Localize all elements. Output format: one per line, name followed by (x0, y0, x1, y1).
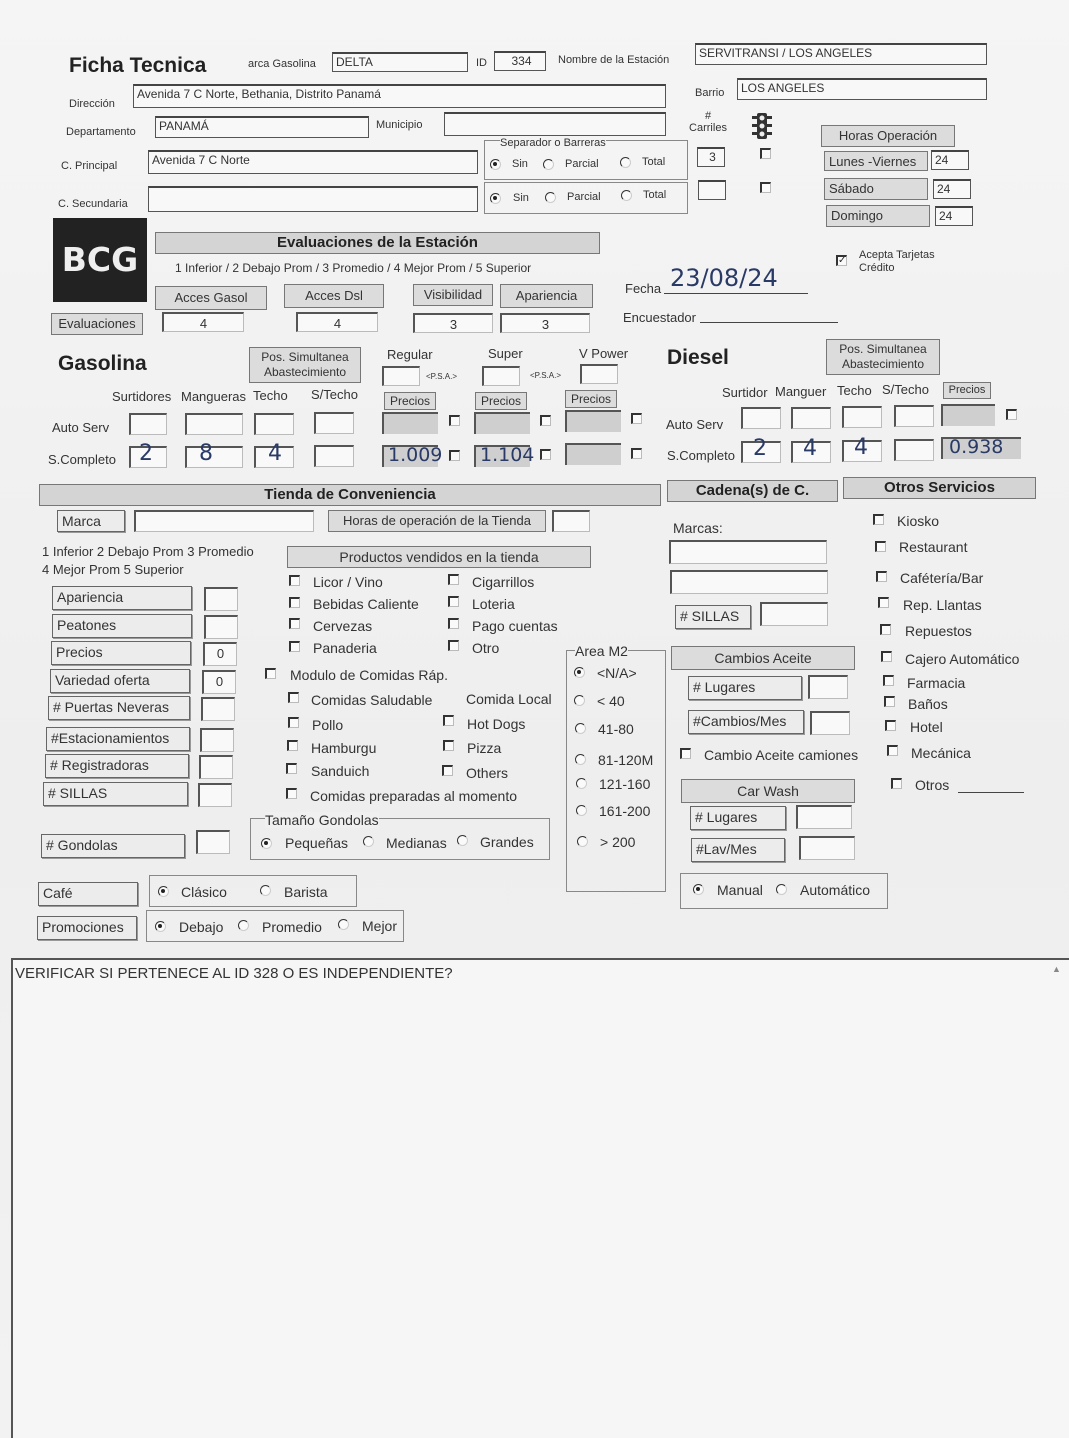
tamano-grandes-label: Grandes (480, 834, 534, 850)
fecha-value[interactable]: 23/08/24 (670, 264, 778, 292)
rating-sillas-field[interactable] (198, 783, 232, 807)
cadena-sillas-label: # SILLAS (675, 605, 751, 629)
area-label: Area M2 (575, 643, 628, 659)
cb-cervezas[interactable] (289, 618, 300, 629)
gas-completo-precio-vpower[interactable] (565, 443, 621, 465)
gas-completo-label: S.Completo (48, 452, 116, 467)
notes-text: VERIFICAR SI PERTENECE AL ID 328 O ES INDEPENDIENTE? (15, 965, 453, 982)
cambios-lugares-field[interactable] (808, 675, 848, 699)
cb-cafeteria[interactable] (876, 571, 887, 582)
fecha-underline (664, 293, 808, 294)
area-na-radio[interactable] (574, 667, 585, 678)
gas-col-mangueras: Mangueras (181, 389, 247, 404)
promo-mejor-radio[interactable] (338, 919, 349, 930)
area-121-160-radio[interactable] (576, 778, 587, 789)
rating-precios-label: Precios (51, 641, 191, 665)
cb-rep-llantas[interactable] (878, 597, 889, 608)
rating-apariencia-label: Apariencia (52, 586, 192, 610)
lav-mes-field[interactable] (799, 836, 855, 860)
psa-vpower-field[interactable] (580, 364, 618, 384)
tienda-title: Tienda de Conveniencia (39, 484, 661, 506)
gas-auto-precio-regular[interactable] (382, 412, 438, 434)
gas-completo-surtidores-value: 2 (139, 441, 153, 466)
label-kiosko: Kiosko (897, 513, 940, 529)
gas-precio-super-value: 1.104 (480, 444, 535, 466)
carwash-lugares-label: # Lugares (690, 806, 786, 830)
cafe-clasico-radio[interactable] (158, 886, 169, 897)
gondolas-label: # Gondolas (41, 834, 185, 858)
precios-super-label: Precios (475, 392, 527, 410)
fuel-regular-label: Regular (387, 347, 433, 362)
cadena-title: Cadena(s) de C. (667, 480, 838, 502)
label-repuestos: Repuestos (905, 623, 972, 639)
cambios-mes-label: #Cambios/Mes (688, 710, 804, 734)
fuel-vpower-label: V Power (579, 346, 629, 361)
dsl-completo-surtidor[interactable] (741, 436, 781, 463)
dsl-completo-stecho[interactable] (894, 439, 934, 461)
area-161-200-radio[interactable] (576, 805, 587, 816)
sep2-parcial-radio[interactable] (545, 192, 556, 203)
dsl-completo-manguer-value: 4 (803, 436, 817, 461)
dsl-auto-cb[interactable] (1006, 409, 1017, 420)
area-200-label: > 200 (600, 834, 636, 850)
gas-completo-cb-regular[interactable] (449, 450, 460, 461)
psa-label-2: <P.S.A.> (530, 371, 561, 380)
label-hotel: Hotel (910, 719, 943, 735)
cafe-barista-radio[interactable] (260, 885, 271, 896)
gas-auto-precio-vpower[interactable] (565, 410, 621, 432)
cb-others[interactable] (442, 765, 453, 776)
tienda-horas-label: Horas de operación de la Tienda (328, 510, 546, 532)
dsl-col-manguer: Manguer (775, 384, 827, 399)
cb-panaderia[interactable] (289, 641, 300, 652)
apariencia-eval-label: Apariencia (500, 284, 593, 308)
area-na-label: <N/A> (597, 665, 637, 681)
label-hot-dogs: Hot Dogs (467, 716, 526, 732)
dsl-auto-label: Auto Serv (666, 417, 724, 432)
dsl-completo-surtidor-value: 2 (753, 436, 767, 461)
gas-completo-mangueras-value: 8 (199, 441, 213, 466)
label-pizza: Pizza (467, 740, 502, 756)
precios-regular-label: Precios (384, 392, 436, 410)
direccion-label: Dirección (69, 98, 115, 110)
cb-farmacia[interactable] (883, 675, 894, 686)
evaluaciones-title: Evaluaciones de la Estación (155, 232, 600, 254)
rating-precios-field[interactable]: 0 (203, 642, 237, 666)
label-farmacia: Farmacia (907, 675, 966, 691)
area-40-radio[interactable] (574, 695, 585, 706)
cprincipal-field[interactable]: Avenida 7 C Norte (148, 150, 478, 174)
gondolas-field[interactable] (196, 830, 230, 854)
label-comida-local: Comida Local (466, 691, 552, 707)
csecundaria-field[interactable] (148, 186, 478, 212)
csecundaria-label: C. Secundaria (58, 198, 128, 210)
cb-bebidas[interactable] (289, 597, 300, 608)
bcg-logo: BCG (53, 218, 147, 302)
acces-gasol-label: Acces Gasol (155, 286, 267, 310)
gas-auto-mangueras[interactable] (185, 413, 243, 435)
cb-comidas-saludable[interactable] (288, 692, 299, 703)
carriles-checkbox-2[interactable] (760, 182, 771, 193)
area-40-label: < 40 (597, 693, 625, 709)
id-label: ID (476, 57, 487, 69)
area-81-120-radio[interactable] (575, 754, 586, 765)
rating-apariencia-field[interactable] (204, 587, 238, 611)
dsl-auto-precio[interactable] (941, 404, 995, 426)
cprincipal-label: C. Principal (61, 160, 118, 172)
encuestador-field[interactable] (700, 322, 838, 323)
psa-super-field[interactable] (482, 366, 520, 386)
separador-label: Separador o Barreras (500, 137, 606, 149)
diesel-pos-label: Pos. Simultanea Abastecimiento (826, 339, 940, 375)
tienda-marca-label: Marca (57, 510, 125, 532)
diesel-title: Diesel (667, 346, 729, 369)
scroll-up-icon[interactable]: ▲ (1052, 964, 1061, 974)
label-modulo-comidas: Modulo de Comidas Ráp. (290, 667, 448, 683)
acepta-label: Acepta Tarjetas Crédito (859, 249, 935, 274)
psa-regular-field[interactable] (382, 366, 420, 386)
sep1-parcial-radio[interactable] (543, 159, 554, 170)
lavado-auto-label: Automático (800, 882, 871, 898)
nombre-field[interactable]: SERVITRANSI / LOS ANGELES (695, 43, 987, 65)
cb-licor[interactable] (289, 575, 300, 586)
cb-pago-cuentas[interactable] (448, 618, 459, 629)
sep1-total-label: Total (642, 156, 666, 168)
barrio-field[interactable]: LOS ANGELES (737, 78, 987, 100)
psa-label-1: <P.S.A.> (426, 372, 457, 381)
fecha-label: Fecha (625, 281, 662, 296)
cb-kiosko[interactable] (873, 514, 884, 525)
promo-promedio-label: Promedio (262, 919, 322, 935)
rating-peatones-label: Peatones (52, 614, 192, 638)
label-rep-llantas: Rep. Llantas (903, 597, 982, 613)
cafe-barista-label: Barista (284, 884, 328, 900)
nombre-label: Nombre de la Estación (558, 54, 670, 66)
gas-completo-techo-value: 4 (268, 441, 282, 466)
dsl-completo-manguer[interactable] (791, 436, 831, 463)
page-title: Ficha Tecnica (69, 54, 207, 77)
dsl-auto-techo[interactable] (842, 406, 882, 428)
label-comidas-saludable: Comidas Saludable (311, 692, 433, 708)
area-41-80-label: 41-80 (598, 721, 634, 737)
cb-cajero[interactable] (881, 651, 892, 662)
dsl-col-surtidor: Surtidor (722, 385, 768, 400)
gas-col-techo: Techo (253, 388, 288, 403)
precios-vpower-label: Precios (565, 390, 617, 408)
rating-estacionamientos-label: #Estacionamientos (46, 727, 190, 751)
dsl-completo-techo-value: 4 (854, 435, 868, 460)
dsl-auto-manguer[interactable] (791, 407, 831, 429)
otros-field[interactable] (958, 792, 1024, 793)
label-mecanica: Mecánica (911, 745, 971, 761)
evaluaciones-label: Evaluaciones (51, 313, 143, 335)
label-bebidas: Bebidas Caliente (313, 596, 419, 612)
carriles-field-2[interactable] (698, 180, 726, 200)
tamano-grandes-radio[interactable] (457, 835, 468, 846)
encuestador-label: Encuestador (623, 310, 696, 325)
cb-otro[interactable] (448, 640, 459, 651)
visibilidad-label: Visibilidad (413, 284, 493, 306)
gas-completo-mangueras[interactable] (185, 441, 243, 468)
promo-label: Promociones (37, 916, 137, 940)
sep2-total-radio[interactable] (621, 190, 632, 201)
lav-mes-label: #Lav/Mes (691, 838, 785, 862)
marcas-field-2[interactable] (670, 570, 828, 594)
cambios-lugares-label: # Lugares (688, 676, 802, 700)
cb-cigarrillos[interactable] (448, 574, 459, 585)
gas-completo-cb-super[interactable] (540, 449, 551, 460)
lavado-auto-radio[interactable] (776, 884, 787, 895)
gas-auto-label: Auto Serv (52, 420, 110, 435)
area-161-200-label: 161-200 (599, 803, 651, 819)
area-121-160-label: 121-160 (599, 776, 651, 792)
dsl-auto-surtidor[interactable] (741, 407, 781, 429)
marcas-field-1[interactable] (669, 540, 827, 564)
tamano-medianas-label: Medianas (386, 835, 447, 851)
departamento-field[interactable]: PANAMÁ (155, 116, 369, 138)
cambios-aceite-header: Cambios Aceite (671, 646, 855, 670)
cb-hamburgu[interactable] (287, 740, 298, 751)
carwash-header: Car Wash (681, 779, 855, 803)
gas-auto-techo[interactable] (254, 413, 294, 435)
rating-peatones-field[interactable] (204, 615, 238, 639)
dsl-col-techo: Techo (837, 383, 872, 398)
label-cervezas: Cervezas (313, 618, 373, 634)
rating-registradoras-label: # Registradoras (45, 754, 189, 778)
rating-sillas-label: # SILLAS (43, 782, 188, 806)
label-restaurant: Restaurant (899, 539, 968, 555)
acepta-checkbox[interactable]: ✓ (838, 255, 847, 266)
direccion-field[interactable]: Avenida 7 C Norte, Bethania, Distrito Panamá (133, 84, 666, 108)
gas-auto-stecho[interactable] (314, 412, 354, 434)
otros-title: Otros Servicios (843, 477, 1036, 499)
lunes-label: Lunes -Viernes (824, 151, 928, 171)
tienda-scale-2: 4 Mejor Prom 5 Superior (42, 562, 184, 577)
municipio-field[interactable] (444, 112, 666, 136)
area-41-80-radio[interactable] (575, 723, 586, 734)
label-cigarrillos: Cigarrillos (472, 574, 535, 590)
id-field[interactable]: 334 (494, 51, 546, 71)
gas-completo-precio-super[interactable] (474, 444, 535, 467)
productos-header: Productos vendidos en la tienda (287, 546, 591, 568)
promo-debajo-radio[interactable] (155, 921, 166, 932)
carwash-lugares-field[interactable] (796, 805, 852, 829)
cb-comidas-preparadas[interactable] (286, 788, 297, 799)
rating-variedad-label: Variedad oferta (50, 669, 190, 693)
cambios-mes-field[interactable] (810, 711, 850, 735)
gas-completo-techo[interactable] (254, 441, 294, 468)
domingo-field[interactable]: 24 (935, 206, 973, 226)
gas-auto-precio-super[interactable] (474, 412, 530, 434)
gas-precio-regular-value: 1.009 (388, 444, 443, 466)
fuel-super-label: Super (488, 346, 523, 361)
label-loteria: Loteria (472, 596, 515, 612)
sep2-parcial-label: Parcial (567, 191, 601, 203)
area-frame (566, 650, 666, 892)
label-hamburgu: Hamburgu (311, 740, 377, 756)
area-200-radio[interactable] (577, 836, 588, 847)
gasolina-pos-label: Pos. Simultanea Abastecimiento (249, 347, 361, 383)
label-cafeteria: Cafétería/Bar (900, 570, 984, 586)
gas-auto-cb-vpower[interactable] (631, 413, 642, 424)
carriles-checkbox-1[interactable] (760, 148, 771, 159)
cafe-clasico-label: Clásico (181, 884, 227, 900)
cb-loteria[interactable] (448, 596, 459, 607)
sep2-sin-radio[interactable] (490, 193, 501, 204)
promo-promedio-radio[interactable] (238, 920, 249, 931)
domingo-label: Domingo (826, 205, 930, 227)
gas-completo-precio-regular[interactable] (382, 444, 443, 467)
cb-pollo[interactable] (288, 717, 299, 728)
gas-auto-cb-super[interactable] (540, 415, 551, 426)
horas-operacion-header: Horas Operación (821, 125, 955, 147)
rating-registradoras-field[interactable] (199, 755, 233, 779)
sabado-field[interactable]: 24 (933, 179, 971, 199)
sep2-sin-label: Sin (513, 192, 529, 204)
cb-otros[interactable] (891, 778, 902, 789)
rating-variedad-field[interactable]: 0 (202, 670, 236, 694)
label-cambio-camiones: Cambio Aceite camiones (704, 747, 859, 763)
promo-debajo-label: Debajo (179, 919, 224, 935)
marca-field[interactable]: DELTA (332, 52, 468, 72)
dsl-completo-label: S.Completo (667, 448, 735, 463)
cb-banos[interactable] (884, 696, 895, 707)
barrio-label: Barrio (695, 87, 725, 99)
lavado-manual-label: Manual (717, 882, 763, 898)
label-pollo: Pollo (312, 717, 344, 733)
label-banos: Baños (908, 696, 948, 712)
cb-mecanica[interactable] (887, 745, 898, 756)
sabado-label: Sábado (824, 178, 928, 200)
notes-area[interactable] (11, 958, 1069, 1438)
sep2-total-label: Total (643, 189, 667, 201)
tienda-marca-field[interactable] (134, 510, 314, 532)
municipio-label: Municipio (376, 119, 423, 131)
carriles-label: # Carriles (689, 110, 727, 134)
gas-completo-cb-vpower[interactable] (631, 448, 642, 459)
sep1-sin-radio[interactable] (490, 159, 501, 170)
cb-hotel[interactable] (885, 720, 896, 731)
label-licor: Licor / Vino (313, 574, 383, 590)
area-81-120-label: 81-120M (598, 752, 654, 768)
acces-dsl-field[interactable]: 4 (296, 312, 378, 332)
carriles-field[interactable]: 3 (697, 147, 725, 167)
sep1-total-radio[interactable] (620, 157, 631, 168)
rating-puertas-label: # Puertas Neveras (48, 696, 190, 720)
sep1-sin-label: Sin (512, 158, 528, 170)
lunes-field[interactable]: 24 (931, 150, 969, 170)
gas-col-surtidores: Surtidores (112, 389, 172, 404)
gas-completo-surtidores[interactable] (129, 441, 167, 468)
cb-modulo-comidas[interactable] (265, 668, 276, 679)
tienda-scale-1: 1 Inferior 2 Debajo Prom 3 Promedio (42, 544, 254, 559)
tamano-medianas-radio[interactable] (363, 836, 374, 847)
dsl-precio-value: 0.938 (949, 436, 1004, 458)
dsl-auto-stecho[interactable] (894, 405, 934, 427)
cb-sanduich[interactable] (286, 763, 297, 774)
lavado-manual-radio[interactable] (693, 884, 704, 895)
label-otro: Otro (472, 640, 500, 656)
rating-estacionamientos-field[interactable] (200, 728, 234, 752)
traffic-light-icon (750, 112, 774, 140)
departamento-label: Departamento (66, 126, 136, 138)
rating-puertas-field[interactable] (201, 697, 235, 721)
cb-repuestos[interactable] (880, 624, 891, 635)
label-otros: Otros (915, 777, 950, 793)
cb-hot-dogs[interactable] (443, 715, 454, 726)
dsl-col-precios: Precios (943, 382, 991, 399)
gas-auto-surtidores[interactable] (129, 413, 167, 435)
promo-mejor-label: Mejor (362, 918, 398, 934)
tamano-label: Tamaño Gondolas (265, 812, 379, 828)
acces-gasol-field[interactable]: 4 (162, 312, 244, 332)
tienda-horas-field[interactable] (552, 510, 590, 532)
marca-label: arca Gasolina (248, 58, 316, 70)
label-cajero: Cajero Automático (905, 651, 1020, 667)
label-panaderia: Panaderia (313, 640, 377, 656)
label-comidas-preparadas: Comidas preparadas al momento (310, 788, 517, 804)
gas-col-stecho: S/Techo (311, 387, 358, 402)
tamano-pequenas-label: Pequeñas (285, 835, 349, 851)
label-sanduich: Sanduich (311, 763, 370, 779)
cadena-sillas-field[interactable] (760, 602, 828, 626)
marcas-label: Marcas: (673, 520, 723, 536)
acces-dsl-label: Acces Dsl (284, 284, 384, 308)
label-others: Others (466, 765, 509, 781)
cb-pizza[interactable] (443, 740, 454, 751)
dsl-col-stecho: S/Techo (882, 382, 929, 397)
gas-completo-stecho[interactable] (314, 445, 354, 467)
gas-auto-cb-regular[interactable] (449, 415, 460, 426)
label-pago-cuentas: Pago cuentas (472, 618, 558, 634)
cb-cambio-camiones[interactable] (680, 748, 691, 759)
visibilidad-field[interactable]: 3 (413, 313, 493, 333)
apariencia-eval-field[interactable]: 3 (500, 313, 590, 333)
cb-restaurant[interactable] (875, 541, 886, 552)
gasolina-title: Gasolina (58, 352, 147, 375)
dsl-completo-techo[interactable] (842, 435, 882, 462)
sep1-parcial-label: Parcial (565, 158, 599, 170)
tamano-pequenas-radio[interactable] (261, 838, 272, 849)
dsl-completo-precio[interactable] (941, 437, 1021, 459)
cafe-label: Café (38, 882, 138, 906)
evaluaciones-scale: 1 Inferior / 2 Debajo Prom / 3 Promedio / 4 Mejor Prom / 5 Superior (175, 261, 532, 275)
